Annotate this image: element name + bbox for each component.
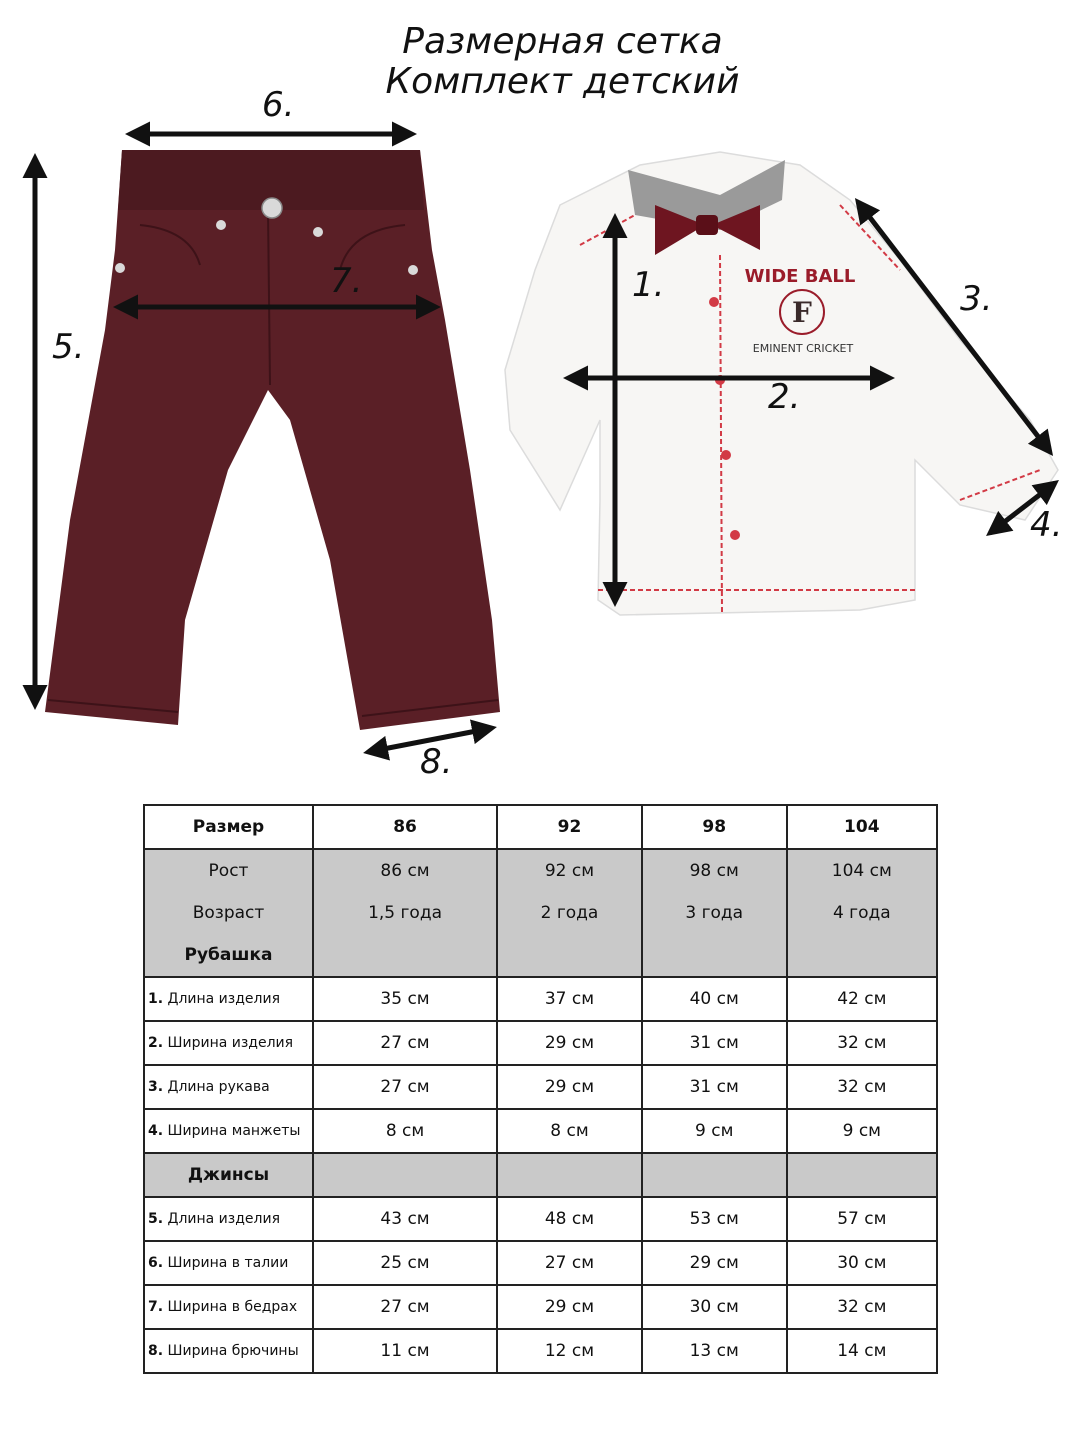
shirt-print-brand: WIDE BALL — [744, 266, 856, 287]
label-2: 2. — [768, 377, 801, 417]
table-cell: 29 см — [497, 1021, 642, 1065]
table-cell: 32 см — [787, 1285, 937, 1329]
size-table — [143, 804, 938, 1374]
table-cell: 8 см — [313, 1109, 497, 1153]
table-cell: 29 см — [497, 1285, 642, 1329]
shirt-print-line: EMINENT CRICKET — [752, 342, 854, 355]
table-cell: 30 см — [642, 1285, 787, 1329]
table-cell: 30 см — [787, 1241, 937, 1285]
header-cell: Размер — [144, 805, 313, 849]
table-cell: 57 см — [787, 1197, 937, 1241]
table-cell: 2 года — [497, 892, 642, 934]
label-7: 7. — [330, 261, 363, 301]
table-row — [144, 1329, 937, 1373]
shirt-button-icon — [730, 530, 740, 540]
table-cell: 12 см — [497, 1329, 642, 1373]
table-cell: 11 см — [313, 1329, 497, 1373]
shirt-print-letter: F — [792, 296, 812, 329]
table-cell: 27 см — [313, 1065, 497, 1109]
table-row — [144, 1241, 937, 1285]
title-line-2: Комплект детский — [385, 61, 740, 102]
pants-image — [45, 150, 500, 730]
row-label: 7. Ширина в бедрах — [144, 1285, 313, 1329]
table-cell: 32 см — [787, 1065, 937, 1109]
label-3: 3. — [960, 279, 993, 319]
table-cell: 3 года — [642, 892, 787, 934]
table-cell: 25 см — [313, 1241, 497, 1285]
row-label: 5. Длина изделия — [144, 1197, 313, 1241]
table-cell: 53 см — [642, 1197, 787, 1241]
table-cell: 27 см — [313, 1021, 497, 1065]
row-label: 3. Длина рукава — [144, 1065, 313, 1109]
rivet-icon — [115, 263, 125, 273]
table-cell: 9 см — [642, 1109, 787, 1153]
table-row — [144, 1197, 937, 1241]
rivet-icon — [408, 265, 418, 275]
row-label: 1. Длина изделия — [144, 977, 313, 1021]
section-title: Рубашка — [144, 934, 313, 977]
shirt-button-icon — [721, 450, 731, 460]
row-label: 6. Ширина в талии — [144, 1241, 313, 1285]
table-cell: 27 см — [497, 1241, 642, 1285]
table-cell: 86 см — [313, 849, 497, 892]
row-label: 8. Ширина брючины — [144, 1329, 313, 1373]
header-cell: 86 — [313, 805, 497, 849]
section-row-shirt — [144, 934, 937, 977]
label-5: 5. — [52, 327, 85, 367]
row-label: 4. Ширина манжеты — [144, 1109, 313, 1153]
table-cell: 104 см — [787, 849, 937, 892]
table-row — [144, 892, 937, 934]
table-row — [144, 977, 937, 1021]
rivet-icon — [216, 220, 226, 230]
table-row — [144, 1285, 937, 1329]
table-cell: 42 см — [787, 977, 937, 1021]
table-cell: 31 см — [642, 1065, 787, 1109]
table-cell: 37 см — [497, 977, 642, 1021]
header-cell: 98 — [642, 805, 787, 849]
section-row-jeans — [144, 1153, 937, 1197]
header-cell: 92 — [497, 805, 642, 849]
row-label: Рост — [144, 849, 313, 892]
table-cell: 14 см — [787, 1329, 937, 1373]
header-cell: 104 — [787, 805, 937, 849]
table-row — [144, 849, 937, 892]
table-row — [144, 1065, 937, 1109]
rivet-icon — [313, 227, 323, 237]
table-cell: 92 см — [497, 849, 642, 892]
table-cell: 27 см — [313, 1285, 497, 1329]
table-cell: 29 см — [497, 1065, 642, 1109]
row-label: 2. Ширина изделия — [144, 1021, 313, 1065]
label-4: 4. — [1030, 505, 1063, 545]
table-cell: 29 см — [642, 1241, 787, 1285]
table-cell: 1,5 года — [313, 892, 497, 934]
table-cell: 98 см — [642, 849, 787, 892]
table-row — [144, 1109, 937, 1153]
label-6: 6. — [262, 85, 295, 125]
label-8: 8. — [420, 742, 453, 782]
table-cell: 48 см — [497, 1197, 642, 1241]
table-cell: 35 см — [313, 977, 497, 1021]
table-cell: 31 см — [642, 1021, 787, 1065]
section-title: Джинсы — [144, 1153, 313, 1197]
table-cell: 40 см — [642, 977, 787, 1021]
table-row — [144, 1021, 937, 1065]
row-label: Возраст — [144, 892, 313, 934]
table-cell: 4 года — [787, 892, 937, 934]
table-header-row — [144, 805, 937, 849]
table-cell: 43 см — [313, 1197, 497, 1241]
button-icon — [262, 198, 282, 218]
shirt-button-icon — [709, 297, 719, 307]
table-cell: 32 см — [787, 1021, 937, 1065]
label-1: 1. — [632, 265, 665, 305]
table-cell: 8 см — [497, 1109, 642, 1153]
table-cell: 9 см — [787, 1109, 937, 1153]
table-cell: 13 см — [642, 1329, 787, 1373]
title-line-1: Размерная сетка — [402, 21, 723, 62]
